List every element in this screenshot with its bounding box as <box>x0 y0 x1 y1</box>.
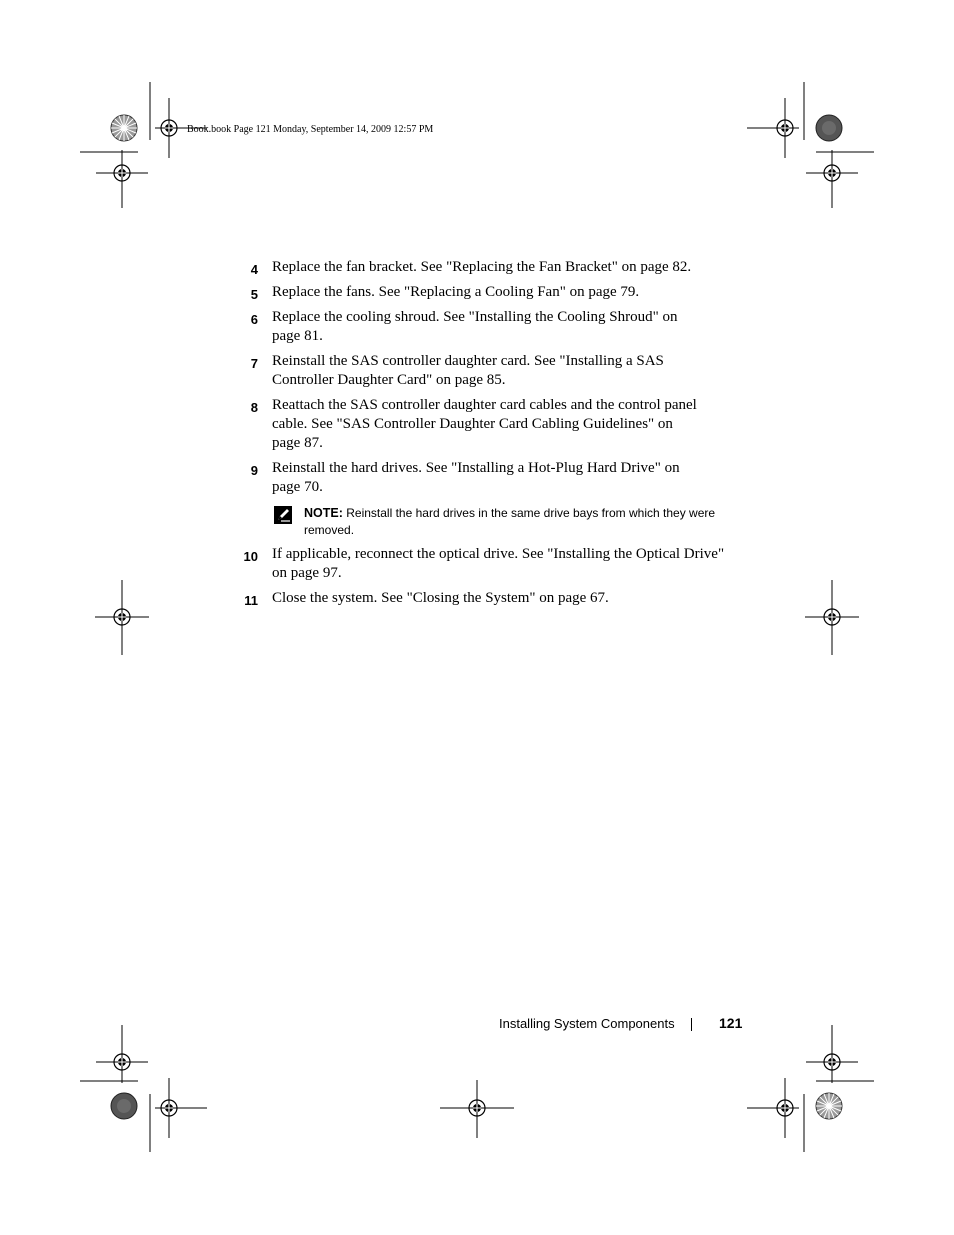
step-text: Replace the fans. See "Replacing a Cooling Fan" on page 79. <box>272 284 640 300</box>
step-text: Close the system. See "Closing the System" on page 67. <box>272 590 609 606</box>
step-text: Replace the fan bracket. See "Replacing the Fan Bracket" on page 82. <box>272 259 692 275</box>
procedure-steps <box>236 258 746 608</box>
step-4 <box>236 258 746 277</box>
step-number: 10 <box>243 549 258 564</box>
step-number: 9 <box>250 463 258 478</box>
step-11 <box>236 589 746 608</box>
page-number: 121 <box>719 1015 743 1031</box>
step-text: If applicable, reconnect the optical drive. See "Installing the Optical Drive" on page 97. <box>272 546 725 581</box>
note-label: NOTE: <box>304 506 343 520</box>
step-8 <box>236 396 746 453</box>
step-number: 11 <box>244 593 258 608</box>
step-text: Reinstall the hard drives. See "Installing a Hot-Plug Hard Drive" on page 70. <box>272 460 680 495</box>
step-10 <box>236 545 746 583</box>
step-number: 5 <box>250 287 258 302</box>
step-number: 8 <box>250 400 258 415</box>
step-5 <box>236 283 746 302</box>
step-7 <box>236 352 746 390</box>
note-callout <box>272 505 746 539</box>
step-text: Replace the cooling shroud. See "Installing the Cooling Shroud" on page 81. <box>272 309 678 344</box>
step-text: Reattach the SAS controller daughter card cables and the control panel cable. See "SAS Controller Daughter Card Cabling Guidelines" on page 87. <box>272 397 697 451</box>
footer-divider <box>691 1018 692 1031</box>
step-9 <box>236 459 746 497</box>
step-6 <box>236 308 746 346</box>
step-number: 7 <box>250 356 258 371</box>
note-text-line-2: removed. <box>304 523 355 537</box>
step-number: 4 <box>250 262 258 277</box>
note-pencil-icon <box>274 506 292 524</box>
note-text-line-1: Reinstall the hard drives in the same drive bays from which they were <box>342 506 716 520</box>
footer-section-title: Installing System Components <box>499 1016 675 1031</box>
step-number: 6 <box>250 312 258 327</box>
print-slug: Book.book Page 121 Monday, September 14, 2009 12:57 PM <box>187 124 434 135</box>
step-text: Reinstall the SAS controller daughter card. See "Installing a SAS Controller Daughter Card" on page 85. <box>272 353 664 388</box>
